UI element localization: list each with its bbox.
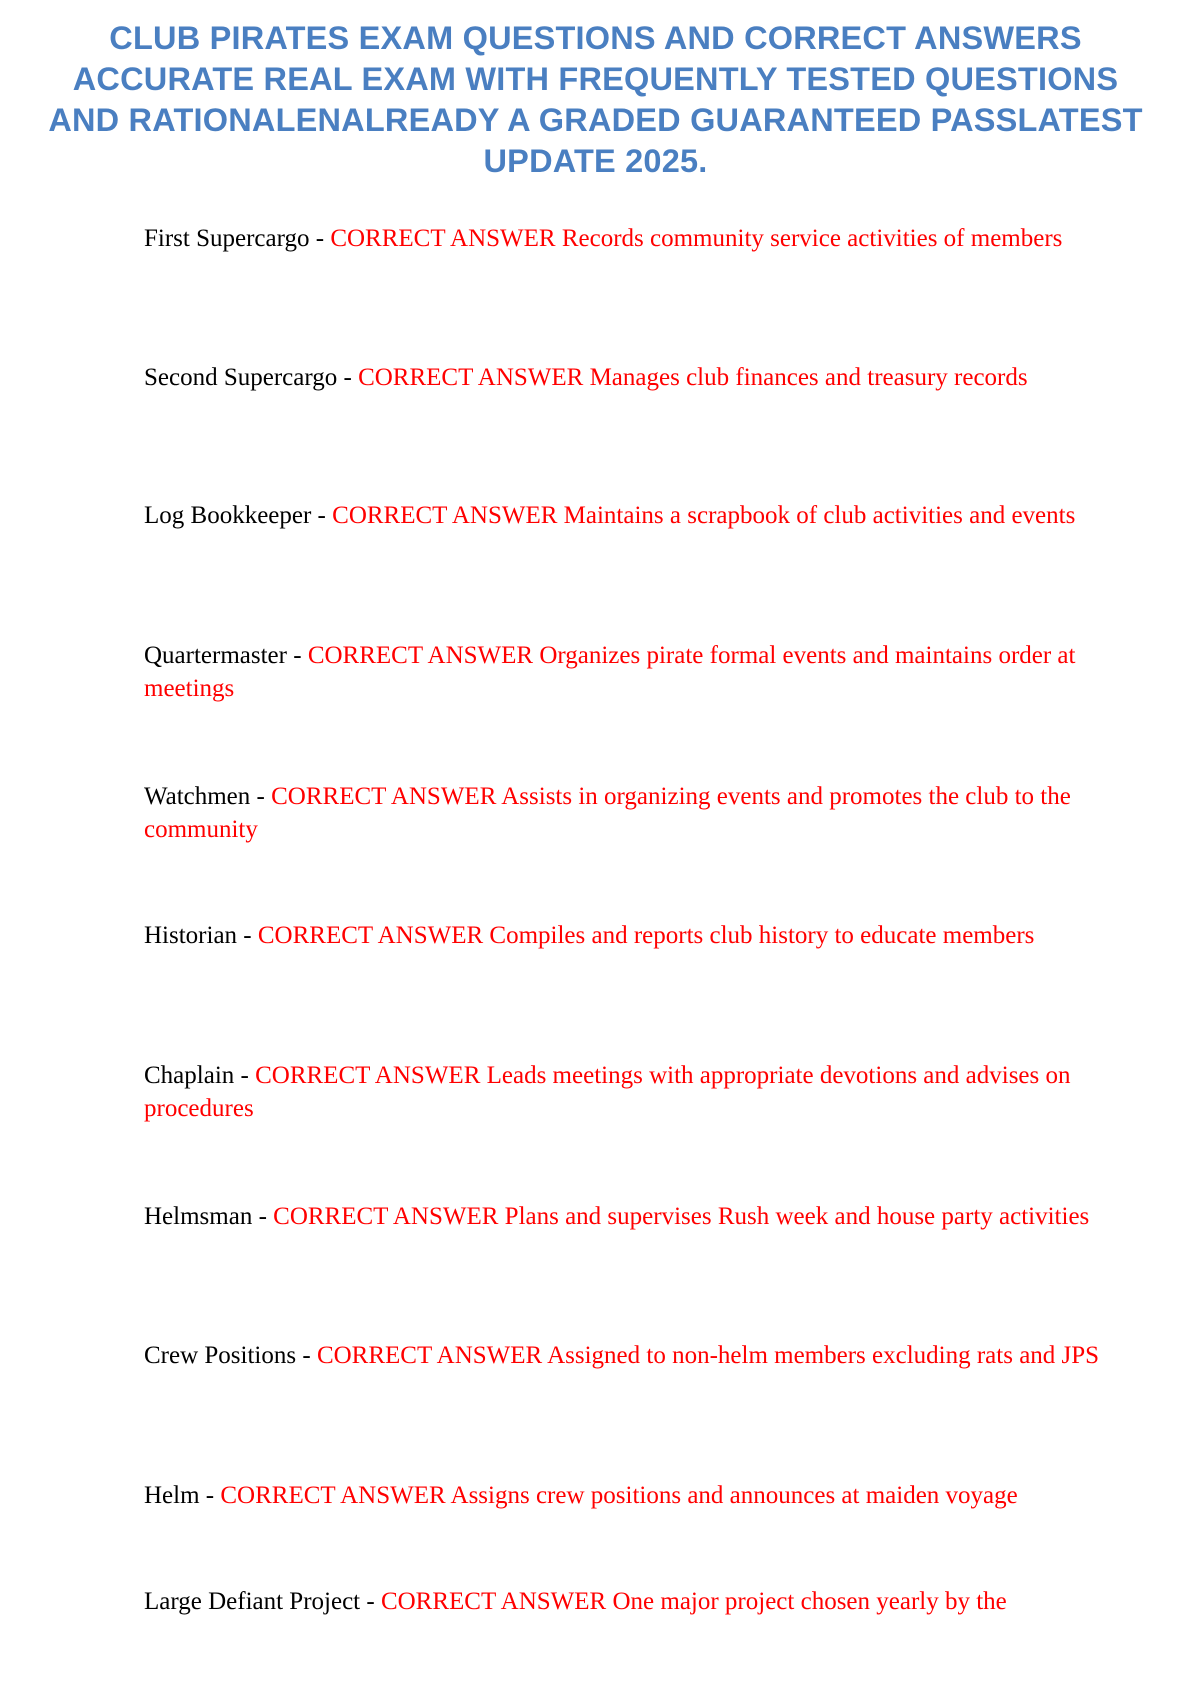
qa-answer: CORRECT ANSWER One major project chosen yearly by the (380, 1588, 1007, 1615)
qa-term: Chaplain - (144, 1062, 256, 1089)
qa-answer: CORRECT ANSWER Compiles and reports club history to educate members (257, 922, 1035, 949)
qa-answer: CORRECT ANSWER Assigns crew positions and announces at maiden voyage (220, 1482, 1018, 1509)
qa-term: Helmsman - (144, 1203, 274, 1230)
qa-answer: CORRECT ANSWER Assigned to non-helm members excluding rats and JPS (316, 1342, 1100, 1369)
qa-item-first-supercargo (144, 222, 1144, 255)
qa-answer: CORRECT ANSWER Plans and supervises Rush week and house party activities (273, 1203, 1090, 1230)
document-title: CLUB PIRATES EXAM QUESTIONS AND CORRECT ANSWERS ACCURATE REAL EXAM WITH FREQUENTLY TESTED QUESTIONS AND RATIONALENALREADY A GRADED GUARANTEED PASSLATEST UPDATE 2025. (48, 20, 1143, 179)
qa-item-second-supercargo (144, 361, 1144, 394)
qa-term: Large Defiant Project - (144, 1588, 381, 1615)
qa-answer: CORRECT ANSWER Assists in organizing events and promotes the club to the community (144, 783, 1071, 843)
qa-answer: CORRECT ANSWER Leads meetings with appropriate devotions and advises on procedures (144, 1062, 1071, 1122)
qa-item-log-bookkeeper (144, 499, 1144, 532)
qa-item-helm (144, 1479, 1144, 1512)
qa-item-crew-positions (144, 1339, 1144, 1372)
qa-answer: CORRECT ANSWER Maintains a scrapbook of club activities and events (332, 502, 1076, 529)
qa-item-historian (144, 919, 1144, 952)
qa-term: Quartermaster - (144, 642, 308, 669)
qa-item-large-defiant-project (144, 1585, 1144, 1618)
qa-term: Historian - (144, 922, 258, 949)
qa-term: First Supercargo - (144, 225, 331, 252)
qa-term: Second Supercargo - (144, 364, 359, 391)
qa-answer: CORRECT ANSWER Organizes pirate formal events and maintains order at meetings (144, 642, 1076, 702)
qa-term: Log Bookkeeper - (144, 502, 333, 529)
qa-item-quartermaster (144, 639, 1144, 705)
qa-item-chaplain (144, 1059, 1144, 1125)
qa-term: Helm - (144, 1482, 221, 1509)
qa-item-helmsman (144, 1200, 1144, 1233)
qa-item-watchmen (144, 780, 1144, 846)
qa-answer: CORRECT ANSWER Records community service activities of members (330, 225, 1063, 252)
qa-term: Watchmen - (144, 783, 272, 810)
qa-answer: CORRECT ANSWER Manages club finances and treasury records (358, 364, 1028, 391)
qa-term: Crew Positions - (144, 1342, 317, 1369)
